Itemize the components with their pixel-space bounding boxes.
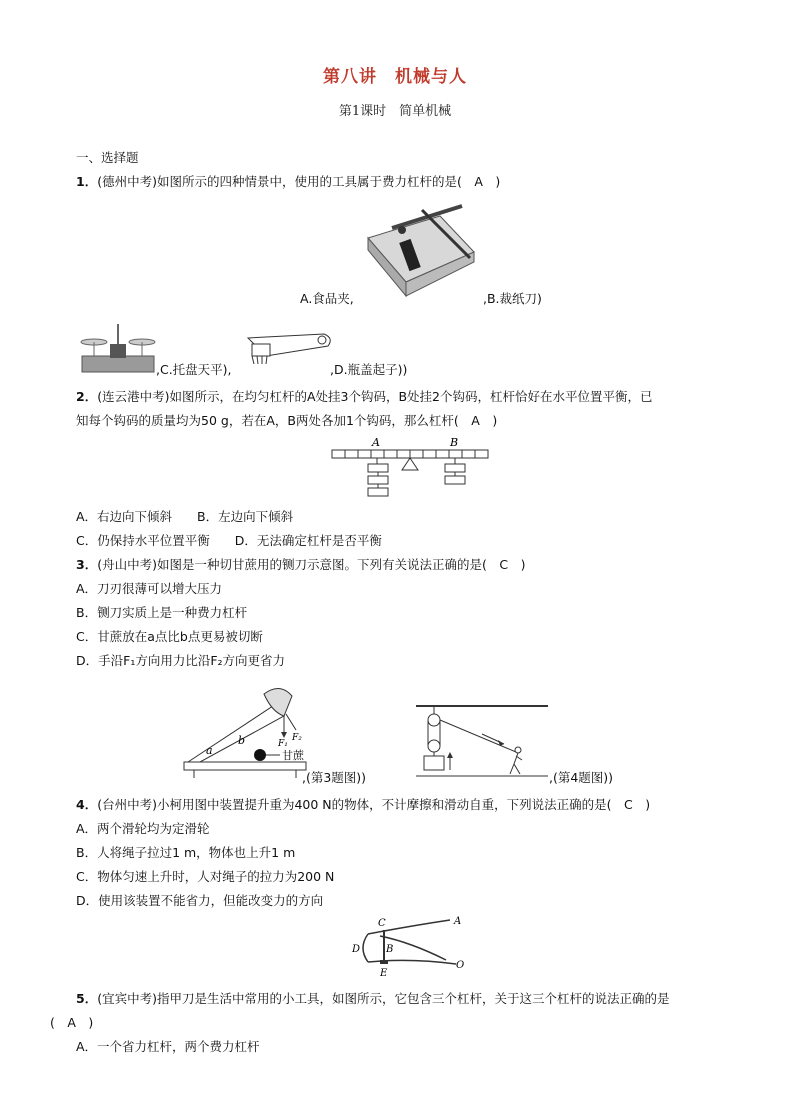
q4-option-b: B．人将绳子拉过1 m，物体也上升1 m xyxy=(76,845,296,860)
question-5-text-line1: (宜宾中考)指甲刀是生活中常用的小工具，如图所示，它包含三个杠杆，关于这三个杠杆的说法正确的是 xyxy=(97,991,670,1006)
question-5-number: 5． xyxy=(76,991,98,1006)
point-a-label: a xyxy=(206,744,213,757)
question-2 xyxy=(76,387,653,407)
q1-caption-c: ,C.托盘天平), xyxy=(156,362,232,377)
question-4-text: (台州中考)小柯用图中装置提升重为400 N的物体，不计摩擦和滑动自重，下列说法正确的是( C ) xyxy=(97,797,651,812)
clipper-label-e: E xyxy=(380,968,388,979)
q3-option-d: D．手沿F₁方向用力比沿F₂方向更省力 xyxy=(76,653,286,668)
clipper-label-a: A xyxy=(454,916,462,927)
lever-figure xyxy=(330,436,490,502)
question-5-text-line2: ( A ) xyxy=(50,1015,94,1030)
question-3-number: 3． xyxy=(76,557,98,572)
figure-3-caption: ,(第3题图)) xyxy=(302,770,367,785)
question-4-number: 4． xyxy=(76,797,98,812)
question-2-text-line1: (连云港中考)如图所示，在均匀杠杆的A处挂3个钩码，B处挂2个钩码，杠杆恰好在水平位置平衡，已 xyxy=(97,389,653,404)
question-5 xyxy=(76,989,669,1009)
sugarcane-cutter-figure xyxy=(180,682,310,782)
pulley-figure xyxy=(412,700,552,782)
q5-option-a: A．一个省力杠杆，两个费力杠杆 xyxy=(76,1039,260,1054)
figure-4-caption: ,(第4题图)) xyxy=(549,770,614,785)
question-3-text: (舟山中考)如图是一种切甘蔗用的铡刀示意图。下列有关说法正确的是( C ) xyxy=(97,557,526,572)
q2-options-ab: A．右边向下倾斜 B．左边向下倾斜 xyxy=(76,509,294,524)
q1-caption-b: ,B.裁纸刀) xyxy=(483,291,542,306)
q3-option-c: C．甘蔗放在a点比b点更易被切断 xyxy=(76,629,263,644)
q1-caption-a: A.食品夹, xyxy=(300,291,354,306)
bottle-opener-figure xyxy=(244,330,336,370)
q4-option-a: A．两个滑轮均为定滑轮 xyxy=(76,821,210,836)
balance-figure xyxy=(78,320,158,376)
question-2-number: 2． xyxy=(76,389,98,404)
clipper-label-o: O xyxy=(456,960,465,971)
point-b-label: b xyxy=(238,734,246,747)
q4-option-d: D．使用该装置不能省力，但能改变力的方向 xyxy=(76,893,324,908)
q1-caption-d: ,D.瓶盖起子)) xyxy=(330,362,408,377)
question-1-number: 1． xyxy=(76,174,98,189)
question-4 xyxy=(76,795,650,815)
clipper-label-b: B xyxy=(386,944,394,955)
q4-option-c: C．物体匀速上升时，人对绳子的拉力为200 N xyxy=(76,869,335,884)
question-1-text: (德州中考)如图所示的四种情景中，使用的工具属于费力杠杆的是( A ) xyxy=(97,174,501,189)
q3-option-b: B．铡刀实质上是一种费力杠杆 xyxy=(76,605,248,620)
force-f1-label: F₁ xyxy=(278,739,288,749)
force-f2-label: F₂ xyxy=(292,733,302,743)
sugarcane-label: 甘蔗 xyxy=(282,749,304,762)
clipper-label-c: C xyxy=(378,918,386,929)
nail-clipper-figure xyxy=(350,912,472,980)
paper-cutter-figure xyxy=(362,200,482,300)
lever-label-a: A xyxy=(372,436,380,449)
lever-label-b: B xyxy=(450,436,459,449)
q3-option-a: A．刀刃很薄可以增大压力 xyxy=(76,581,223,596)
section-heading: 一、选择题 xyxy=(76,150,139,165)
question-2-text-line2: 知每个钩码的质量均为50 g，若在A，B两处各加1个钩码，那么杠杆( A ) xyxy=(76,413,498,428)
page-subtitle: 第1课时 简单机械 xyxy=(338,104,452,119)
question-1 xyxy=(76,172,500,192)
question-3 xyxy=(76,555,525,575)
q2-options-cd: C．仍保持水平位置平衡 D．无法确定杠杆是否平衡 xyxy=(76,533,382,548)
clipper-label-d: D xyxy=(352,944,361,955)
page-title: 第八讲 机械与人 xyxy=(323,67,467,87)
